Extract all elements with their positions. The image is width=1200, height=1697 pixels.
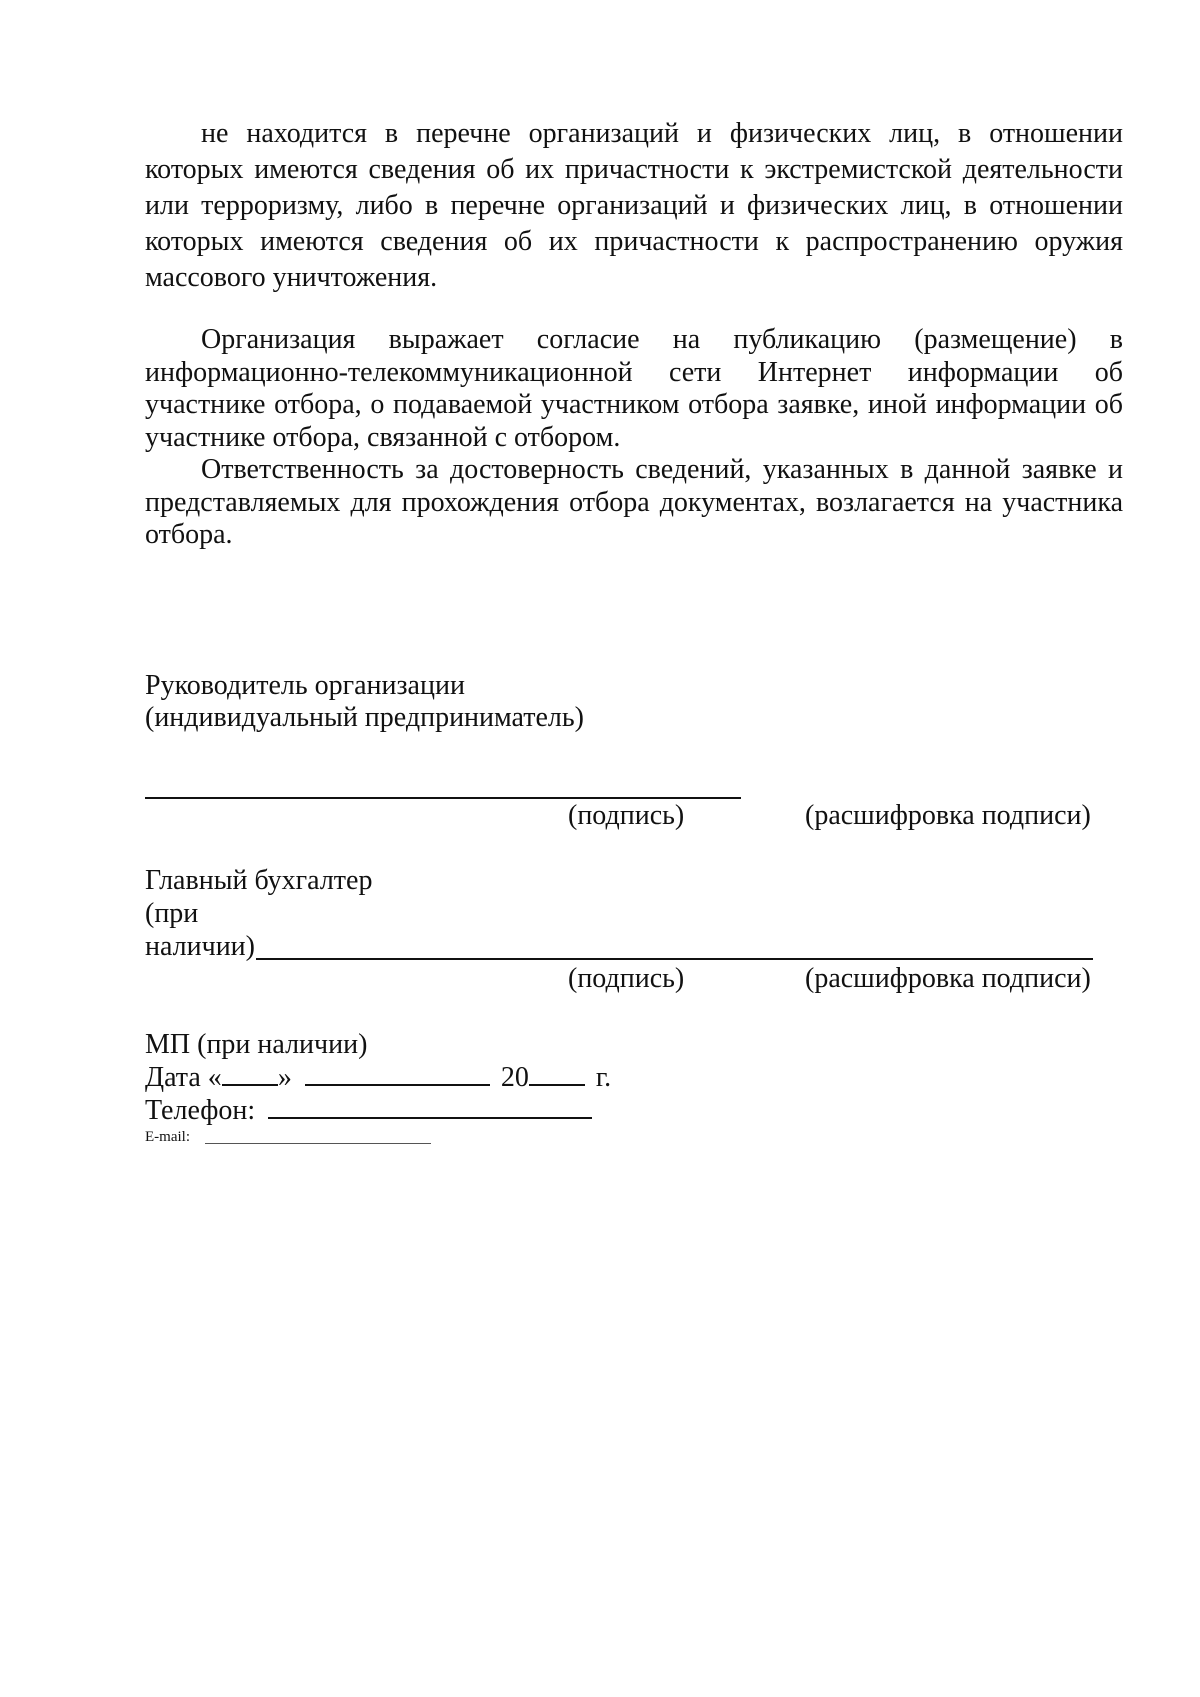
paragraph-responsibility: Ответственность за достоверность сведений, указанных в данной заявке и представляемых для прохождения отбора документах, возлагается на участника отбора. [145,454,1123,550]
email-field [205,1143,431,1144]
accountant-title-line1: Главный бухгалтер [145,865,373,896]
head-decoding-caption: (расшифровка подписи) [805,800,1091,831]
accountant-decoding-caption: (расшифровка подписи) [805,963,1091,994]
head-signature-line [145,797,741,799]
paragraph-consent: Организация выражает согласие на публикацию (размещение) в информационно-телекоммуникационной сети Интернет информации об участнике отбора, о подаваемой участником отбора заявке, иной информации об участнике отбора, связанной с отбором. [145,324,1123,453]
date-year-field [529,1062,585,1086]
head-signature-caption: (подпись) [568,800,685,831]
date-label: Дата « [145,1062,222,1093]
date-row [145,1062,611,1094]
accountant-title-line2: (при [145,898,199,929]
date-year-suffix: г. [595,1062,612,1093]
phone-field [268,1095,592,1119]
accountant-signature-line [256,958,1093,960]
accountant-title-line3: наличии) [145,931,255,962]
date-month-field [305,1062,490,1086]
accountant-signature-caption: (подпись) [568,963,685,994]
date-day-field [222,1062,278,1086]
head-title-line1: Руководитель организации [145,670,465,701]
head-title-line2: (индивидуальный предприниматель) [145,702,584,733]
phone-row [145,1095,592,1127]
email-label: E-mail: [145,1129,190,1145]
phone-label: Телефон: [145,1095,256,1126]
stamp-label: МП (при наличии) [145,1029,368,1060]
date-quote-close: » [277,1062,292,1093]
paragraph-extremism: не находится в перечне организаций и физических лиц, в отношении которых имеются сведения об их причастности к экстремистской деятельности или терроризму, либо в перечне организаций и физических лиц, в отношении которых имеются сведения об их причастности к распространению оружия массового уничтожения. [145,118,1123,293]
date-year-prefix: 20 [500,1062,529,1093]
